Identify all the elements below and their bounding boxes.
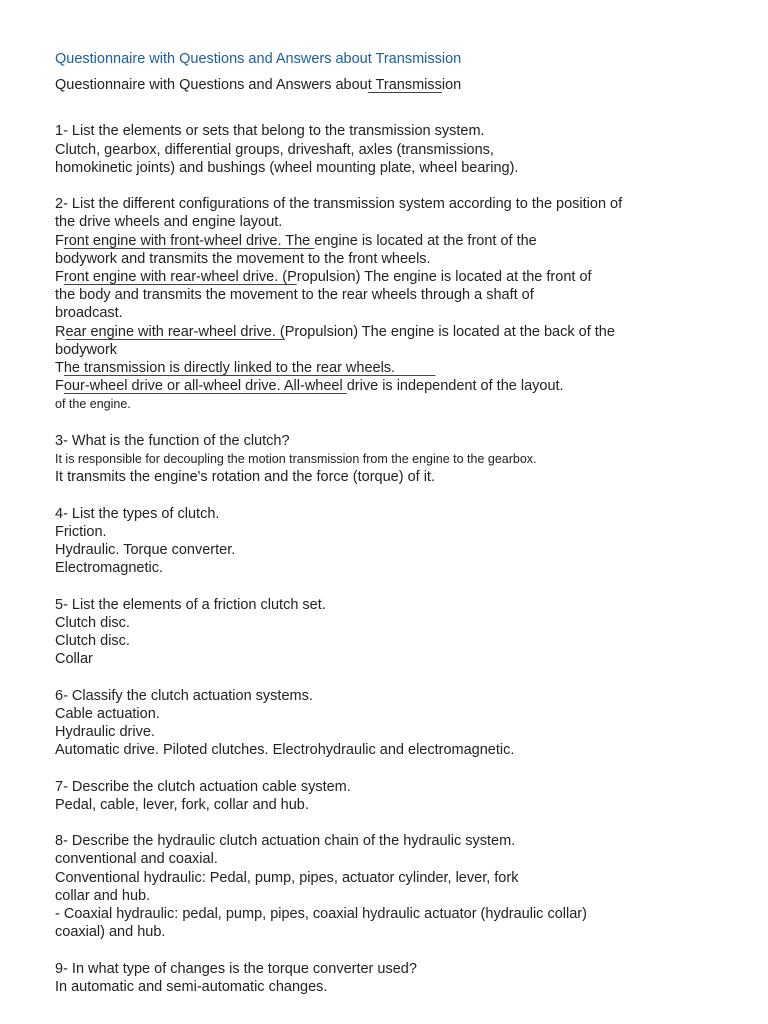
subtitle-text-underlined: t Transmiss	[367, 77, 442, 93]
line-initial: F	[55, 269, 64, 285]
questionnaire-body	[55, 104, 735, 996]
answer-line: In automatic and semi-automatic changes.	[55, 978, 328, 995]
section-spacer	[55, 177, 735, 195]
answer-line: of the engine.	[55, 397, 131, 412]
question-text: 6- Classify the clutch actuation systems.	[55, 687, 313, 704]
answer-line: the body and transmits the movement to the rear wheels through a shaft of	[55, 287, 534, 304]
section-spacer	[55, 668, 735, 686]
question-text: 2- List the different configurations of the transmission system according to the position of	[55, 196, 623, 213]
question-block-q1	[55, 122, 735, 177]
answer-line: the drive wheels and engine layout.	[55, 214, 283, 231]
line-initial: T	[55, 360, 64, 377]
section-spacer	[55, 814, 735, 832]
underlined-text: our-wheel drive or all-wheel drive. All-wheel	[63, 378, 347, 395]
answer-line: Electromagnetic.	[55, 560, 163, 577]
underlined-text: ront engine with front-wheel drive. The	[63, 232, 315, 249]
subtitle-text-end: ion	[441, 77, 462, 93]
question-block-q8	[55, 832, 735, 941]
section-spacer	[55, 941, 735, 959]
line-rest: engine is located at the front of the	[314, 232, 537, 249]
document-page	[55, 48, 735, 996]
section-spacer	[55, 577, 735, 595]
answer-line	[55, 232, 735, 250]
question-text: 4- List the types of clutch.	[55, 505, 220, 522]
answer-line	[55, 268, 735, 286]
answer-line	[55, 359, 735, 377]
answer-line: homokinetic joints) and bushings (wheel mounting plate, wheel bearing).	[55, 159, 519, 176]
answer-line: Clutch disc.	[55, 633, 130, 650]
question-text: 5- List the elements of a friction clutch set.	[55, 596, 326, 613]
answer-line: Cable actuation.	[55, 705, 160, 722]
answer-line	[55, 377, 735, 395]
answer-line: bodywork and transmits the movement to the front wheels.	[55, 250, 431, 267]
underlined-text: ear engine with rear-wheel drive. (	[65, 323, 285, 340]
line-initial: F	[55, 232, 64, 249]
subtitle-text-start: Questionnaire with Questions and Answers abou	[55, 77, 368, 93]
section-spacer	[55, 759, 735, 777]
question-text: 7- Describe the clutch actuation cable system.	[55, 778, 351, 795]
question-block-q7	[55, 778, 735, 814]
section-spacer	[55, 414, 735, 432]
section-spacer	[55, 104, 735, 122]
underlined-text: ront engine with rear-wheel drive. (P	[63, 269, 297, 285]
answer-line: bodywork	[55, 341, 118, 358]
question-text: 1- List the elements or sets that belong to the transmission system.	[55, 123, 485, 140]
question-block-q5	[55, 596, 735, 669]
answer-line: It is responsible for decoupling the motion transmission from the engine to the gearbox.	[55, 452, 537, 467]
line-initial: R	[55, 323, 66, 340]
answer-line: Friction.	[55, 523, 107, 540]
answer-line: collar and hub.	[55, 887, 151, 904]
answer-line	[55, 323, 735, 341]
answer-line: Clutch disc.	[55, 614, 130, 631]
question-block-q2	[55, 195, 735, 413]
question-block-q6	[55, 687, 735, 760]
section-spacer	[55, 486, 735, 504]
question-text: 8- Describe the hydraulic clutch actuation chain of the hydraulic system.	[55, 833, 516, 850]
answer-line: - Coaxial hydraulic: pedal, pump, pipes, coaxial hydraulic actuator (hydraulic collar)	[55, 906, 587, 923]
answer-line: conventional and coaxial.	[55, 851, 218, 868]
answer-line: Hydraulic drive.	[55, 724, 155, 741]
document-title-link[interactable]: Questionnaire with Questions and Answers about Transmission	[55, 51, 462, 67]
line-rest: drive is independent of the layout.	[346, 378, 564, 395]
answer-line: It transmits the engine's rotation and the force (torque) of it.	[55, 469, 435, 486]
answer-line: coaxial) and hub.	[55, 924, 166, 941]
line-rest: ropulsion) The engine is located at the front of	[296, 269, 592, 285]
line-initial: F	[55, 378, 64, 395]
underlined-text: he transmission is directly linked to the rear wheels.	[63, 360, 436, 377]
question-block-q9	[55, 960, 735, 996]
question-text: 9- In what type of changes is the torque converter used?	[55, 960, 417, 977]
answer-line: Collar	[55, 651, 93, 668]
question-block-q4	[55, 505, 735, 578]
question-block-q3	[55, 432, 735, 487]
answer-line: Pedal, cable, lever, fork, collar and hub.	[55, 796, 309, 813]
line-rest: Propulsion) The engine is located at the back of the	[284, 323, 615, 340]
answer-line: broadcast.	[55, 305, 123, 322]
answer-line: Conventional hydraulic: Pedal, pump, pipes, actuator cylinder, lever, fork	[55, 869, 519, 886]
answer-line: Automatic drive. Piloted clutches. Electrohydraulic and electromagnetic.	[55, 742, 515, 759]
answer-line: Hydraulic. Torque converter.	[55, 542, 236, 559]
document-subtitle	[55, 76, 735, 94]
question-text: 3- What is the function of the clutch?	[55, 432, 290, 449]
answer-line: Clutch, gearbox, differential groups, driveshaft, axles (transmissions,	[55, 141, 494, 158]
